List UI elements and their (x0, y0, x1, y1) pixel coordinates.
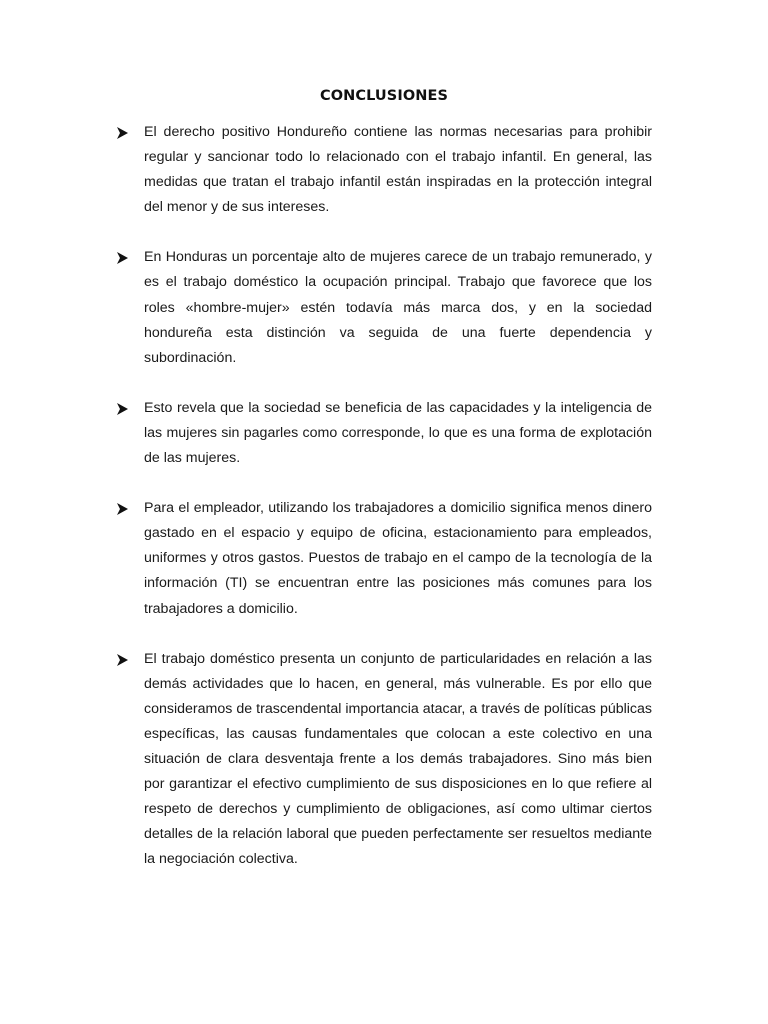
paragraph-text: El trabajo doméstico presenta un conjunto de particularidades en relación a las demás actividades que lo hacen, en general, más vulnerable. Es por ello que consideramos de trascendental importancia atacar, a través de políticas públicas específicas, las causas fundamentales que colocan a este colectivo en una situación de clara desventaja frente a los demás trabajadores. Sino más bien por garantizar el efectivo cumplimiento de sus disposiciones en lo que refiere al respeto de derechos y cumplimiento de obligaciones, así como ultimar ciertos detalles de la relación laboral que pueden perfectamente ser resueltos mediante la negociación colectiva. (144, 650, 652, 868)
arrowhead-bullet-icon (116, 126, 130, 140)
arrowhead-bullet-icon (116, 653, 130, 667)
arrowhead-bullet-icon (116, 502, 130, 516)
list-item (116, 496, 652, 621)
paragraph-text: En Honduras un porcentaje alto de mujeres carece de un trabajo remunerado, y es el trabajo doméstico la ocupación principal. Trabajo que favorece que los roles «hombre-mujer» estén todavía más marca dos, y en la sociedad hondureña esta distinción va seguida de una fuerte dependencia y subordinación. (144, 249, 652, 366)
paragraph-text: El derecho positivo Hondureño contiene las normas necesarias para prohibir regular y sancionar todo lo relacionado con el trabajo infantil. En general, las medidas que tratan el trabajo infantil están inspiradas en la protección integral del menor y de sus intereses. (144, 124, 652, 216)
list-item (116, 647, 652, 873)
page-title: CONCLUSIONES (319, 88, 449, 104)
list-item (116, 396, 652, 471)
conclusions-list (116, 120, 652, 897)
paragraph-text: Para el empleador, utilizando los trabajadores a domicilio significa menos dinero gastado en el espacio y equipo de oficina, estacionamiento para empleados, uniformes y otros gastos. Puestos de trabajo en el campo de la tecnología de la información (TI) se encuentran entre las posiciones más comunes para los trabajadores a domicilio. (144, 500, 652, 617)
list-item (116, 120, 652, 220)
arrowhead-bullet-icon (116, 251, 130, 265)
paragraph-text: Esto revela que la sociedad se beneficia de las capacidades y la inteligencia de las mujeres sin pagarles como corresponde, lo que es una forma de explotación de las mujeres. (144, 399, 652, 467)
list-item (116, 245, 652, 370)
arrowhead-bullet-icon (116, 402, 130, 416)
